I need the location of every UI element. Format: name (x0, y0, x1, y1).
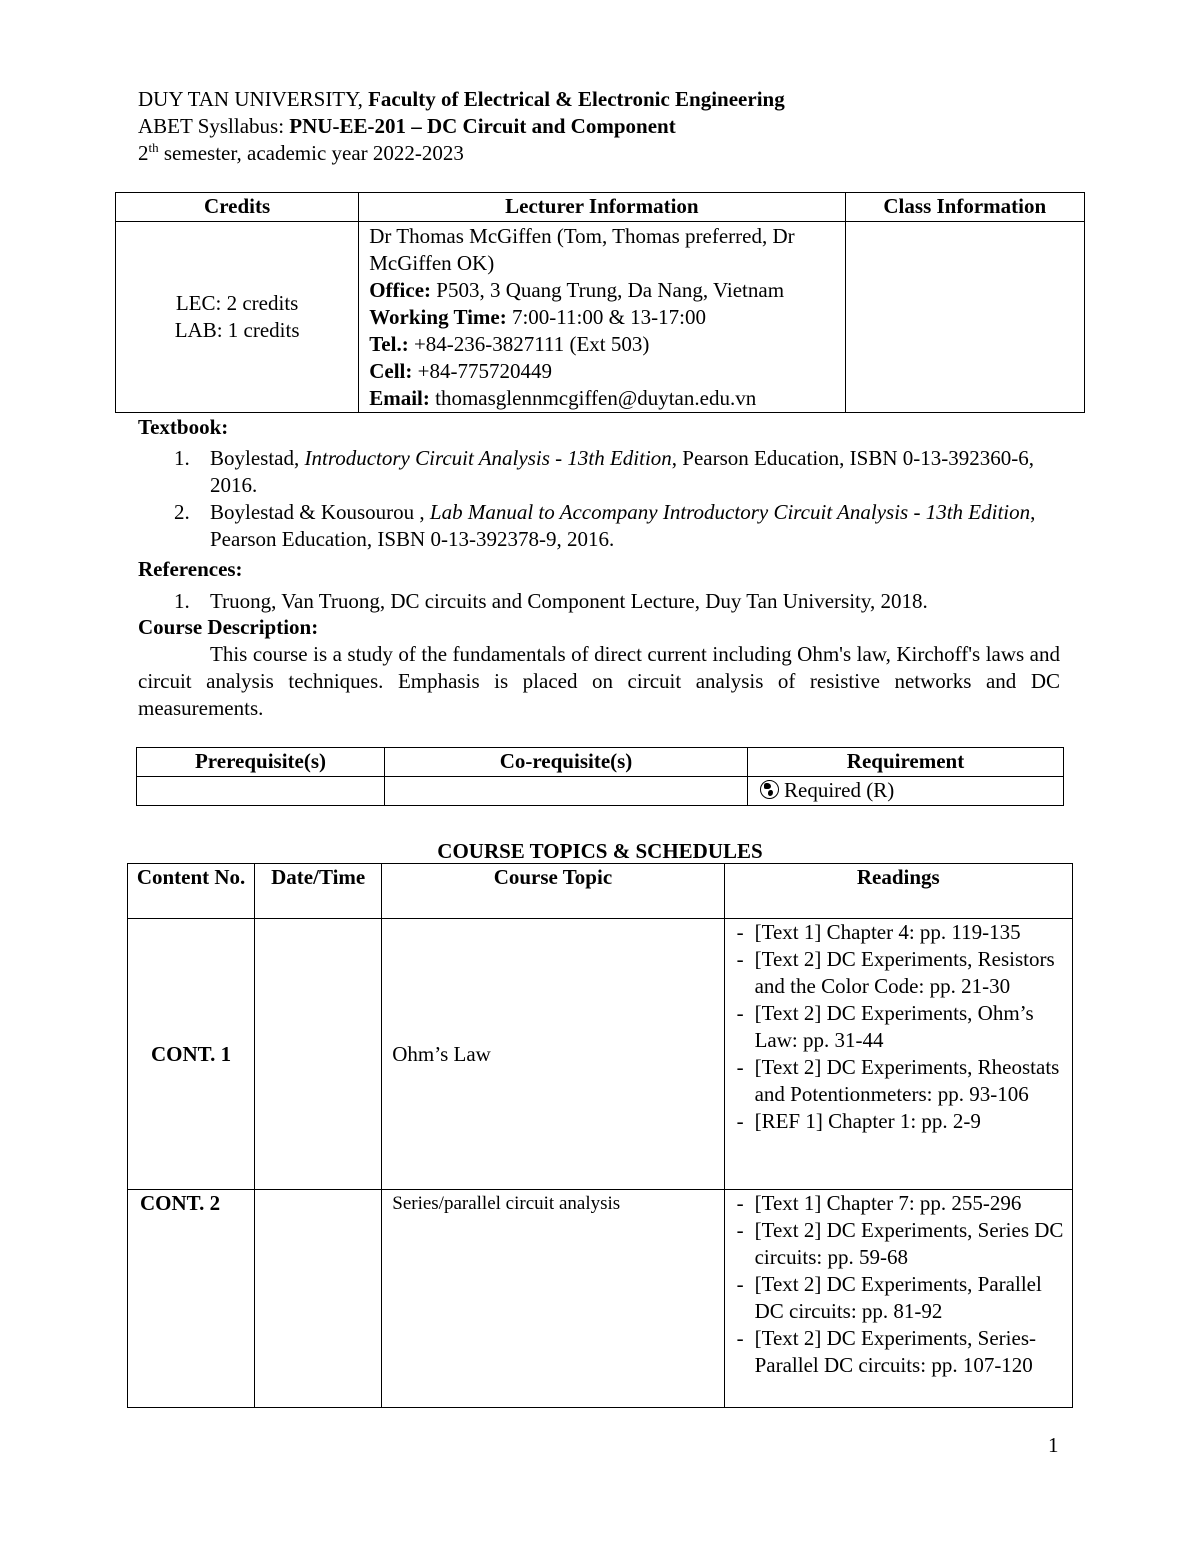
reading-item: - [Text 2] DC Experiments, Series-Parallel DC circuits: pp. 107-120 (736, 1326, 1036, 1377)
reading-text: [REF 1] Chapter 1: pp. 2-9 (754, 1109, 981, 1133)
working-line (369, 304, 840, 331)
description-heading-text: Course Description: (138, 615, 319, 639)
readings-cell (724, 919, 1072, 1190)
office-value: P503, 3 Quang Trung, Da Nang, Vietnam (436, 278, 785, 302)
content-no-header: Content No. (128, 864, 255, 919)
reading-text: [Text 2] DC Experiments, Series-Parallel DC circuits: pp. 107-120 (754, 1326, 1036, 1377)
date-time-header: Date/Time (255, 864, 382, 919)
semester-superscript: th (148, 140, 159, 155)
lecturer-name: Dr Thomas McGiffen (Tom, Thomas preferred, Dr McGiffen OK) (369, 224, 795, 275)
semester-text: semester, academic year 2022-2023 (163, 141, 464, 165)
lab-credits: LAB: 1 credits (174, 318, 300, 342)
references-heading (138, 556, 243, 583)
lecturer-cell (359, 222, 845, 413)
reference-text: Truong, Van Truong, DC circuits and Component Lecture, Duy Tan University, 2018. (210, 589, 928, 613)
table-row (128, 919, 1073, 1190)
content-number: CONT. 1 (128, 919, 255, 1190)
reading-item: - [REF 1] Chapter 1: pp. 2-9 (736, 1109, 981, 1133)
reading-text: [Text 2] DC Experiments, Resistors and the Color Code: pp. 21-30 (754, 947, 1055, 998)
reading-text: [Text 1] Chapter 4: pp. 119-135 (754, 920, 1021, 944)
textbook-title: Introductory Circuit Analysis - 13th Edition (304, 446, 672, 470)
reading-text: [Text 2] DC Experiments, Ohm’s Law: pp. 31-44 (754, 1001, 1034, 1052)
course-topic: Ohm’s Law (382, 919, 724, 1190)
reading-text: [Text 2] DC Experiments, Parallel DC circuits: pp. 81-92 (754, 1272, 1042, 1323)
syllabus-prefix: ABET Sysllabus: (138, 114, 285, 138)
date-time-cell (255, 1190, 382, 1408)
reading-item: - [Text 1] Chapter 7: pp. 255-296 (736, 1191, 1022, 1215)
class-info-cell (845, 222, 1084, 413)
reference-item (138, 588, 1064, 615)
textbook-section (138, 414, 1068, 441)
content-number: CONT. 2 (128, 1190, 255, 1408)
cell-label: Cell: (369, 359, 413, 383)
reading-text: [Text 2] DC Experiments, Series DC circuits: pp. 59-68 (754, 1218, 1064, 1269)
working-value: 7:00-11:00 & 13-17:00 (511, 305, 707, 329)
working-label: Working Time: (369, 305, 507, 329)
globe-icon (760, 780, 779, 799)
reading-item: - [Text 2] DC Experiments, Parallel DC circuits: pp. 81-92 (736, 1272, 1042, 1323)
requirement-cell (748, 777, 1064, 806)
office-line (369, 277, 840, 304)
tel-line (369, 331, 840, 358)
list-number: 1. (174, 589, 190, 613)
date-time-cell (255, 919, 382, 1190)
semester-number: 2 (138, 141, 149, 165)
course-code: PNU-EE-201 (289, 114, 406, 138)
textbook-item (138, 499, 1064, 553)
tel-value: +84-236-3827111 (Ext 503) (413, 332, 650, 356)
class-header: Class Information (845, 193, 1084, 222)
textbook-details: , Pearson Education, ISBN 0-13-392378-9, 2016. (210, 500, 1036, 551)
requirement-header: Requirement (748, 748, 1064, 777)
references-heading-text: References: (138, 557, 243, 581)
university-name: DUY TAN UNIVERSITY, (138, 87, 363, 111)
requirement-value: Required (R) (784, 778, 895, 802)
credits-cell (116, 222, 359, 413)
email-line (369, 385, 840, 412)
textbook-title: Lab Manual to Accompany Introductory Circuit Analysis - 13th Edition (429, 500, 1031, 524)
cell-line (369, 358, 840, 385)
tel-label: Tel.: (369, 332, 409, 356)
lec-credits: LEC: 2 credits (175, 291, 299, 315)
description-heading (138, 614, 318, 641)
header-semester-line (138, 140, 464, 167)
schedule-title: COURSE TOPICS & SCHEDULES (437, 839, 763, 863)
textbook-author: Boylestad, (210, 446, 300, 470)
readings-header: Readings (724, 864, 1072, 919)
textbook-author: Boylestad & Kousourou , (210, 500, 425, 524)
faculty-name: Faculty of Electrical & Electronic Engineering (368, 87, 785, 111)
schedule-table (127, 863, 1073, 1408)
corequisite-header: Co-requisite(s) (385, 748, 748, 777)
credits-header: Credits (116, 193, 359, 222)
reading-item: - [Text 2] DC Experiments, Series DC circuits: pp. 59-68 (736, 1218, 1064, 1269)
textbook-details: , Pearson Education, ISBN 0-13-392360-6, 2016. (210, 446, 1034, 497)
reading-item: - [Text 2] DC Experiments, Rheostats and Potentionmeters: pp. 93-106 (736, 1055, 1060, 1106)
prerequisite-header: Prerequisite(s) (137, 748, 385, 777)
cell-value: +84-775720449 (417, 359, 552, 383)
list-number: 1. (174, 446, 190, 470)
table-row (128, 1190, 1073, 1408)
requirement-table (136, 747, 1064, 806)
description-text: This course is a study of the fundamentals of direct current including Ohm's law, Kirchoff's laws and circuit analysis techniques. Emphasis is placed on circuit analysis of resistive networks and DC measurements. (138, 642, 1060, 720)
prerequisite-cell (137, 777, 385, 806)
reading-item: - [Text 1] Chapter 4: pp. 119-135 (736, 920, 1021, 944)
course-topic-header: Course Topic (382, 864, 724, 919)
textbook-list (138, 445, 1064, 553)
lecturer-header: Lecturer Information (359, 193, 845, 222)
email-label: Email: (369, 386, 430, 410)
reading-text: [Text 1] Chapter 7: pp. 255-296 (754, 1191, 1022, 1215)
course-topic: Series/parallel circuit analysis (382, 1190, 724, 1408)
reading-text: [Text 2] DC Experiments, Rheostats and Potentionmeters: pp. 93-106 (754, 1055, 1060, 1106)
header-university-line (138, 86, 785, 113)
reading-item: - [Text 2] DC Experiments, Resistors and the Color Code: pp. 21-30 (736, 947, 1055, 998)
textbook-item (138, 445, 1064, 499)
office-label: Office: (369, 278, 432, 302)
course-title: – DC Circuit and Component (411, 114, 676, 138)
textbook-heading: Textbook: (138, 415, 229, 439)
page-number: 1 (1048, 1433, 1059, 1457)
corequisite-cell (385, 777, 748, 806)
references-list (138, 588, 1064, 615)
email-value[interactable]: thomasglennmcgiffen@duytan.edu.vn (435, 386, 757, 410)
header-syllabus-line (138, 113, 676, 140)
reading-item: - [Text 2] DC Experiments, Ohm’s Law: pp. 31-44 (736, 1001, 1034, 1052)
readings-cell (724, 1190, 1072, 1408)
info-table (115, 192, 1085, 413)
list-number: 2. (174, 500, 190, 524)
